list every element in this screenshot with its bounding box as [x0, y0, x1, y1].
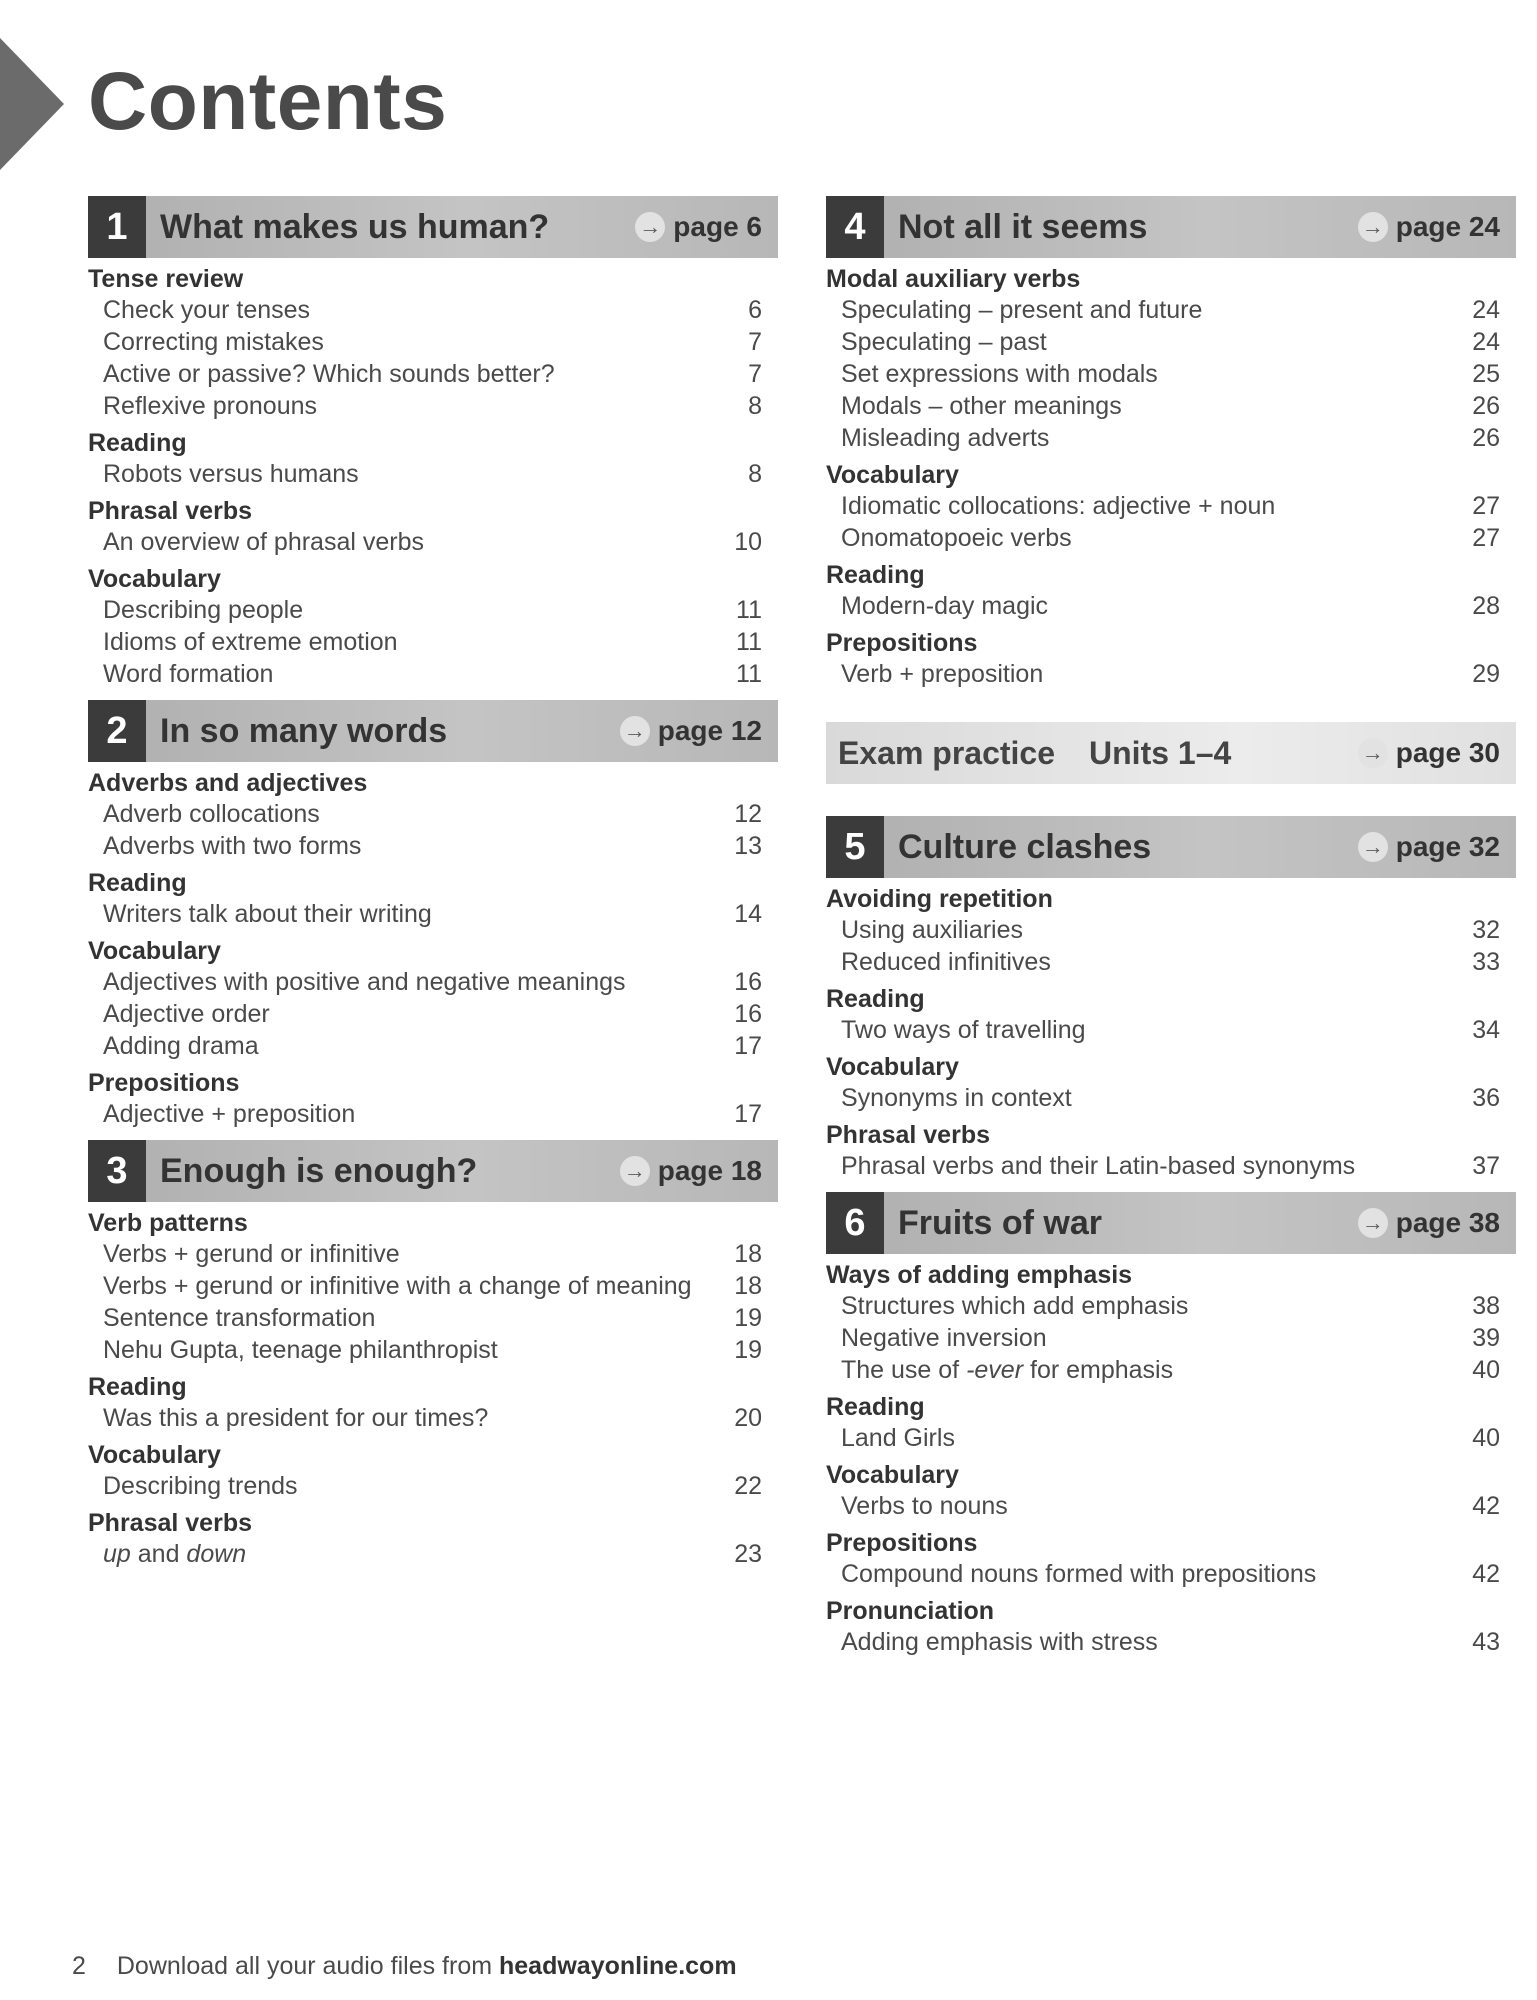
entry-label: Adverbs with two forms [103, 832, 362, 860]
entry-label: Adding emphasis with stress [841, 1628, 1158, 1656]
entry-page: 13 [734, 832, 762, 860]
unit-header[interactable] [826, 196, 1516, 258]
unit-3 [88, 1140, 778, 1570]
entry-page: 6 [748, 296, 762, 324]
section-heading: Reading [88, 869, 187, 897]
entry-page: 24 [1472, 328, 1500, 356]
toc-entry[interactable] [88, 1334, 778, 1366]
section-heading: Adverbs and adjectives [88, 769, 368, 797]
toc-entry[interactable] [88, 1470, 778, 1502]
entry-label: An overview of phrasal verbs [103, 528, 424, 556]
toc-entry[interactable] [88, 326, 778, 358]
unit-5 [826, 816, 1516, 1182]
entry-label: Phrasal verbs and their Latin-based synonyms [841, 1152, 1356, 1180]
arrow-right-circle-icon: → [1358, 832, 1388, 862]
section-heading: Reading [826, 985, 925, 1013]
toc-entry[interactable] [826, 914, 1516, 946]
entry-page: 11 [736, 660, 762, 688]
unit-number: 4 [826, 196, 884, 258]
unit-title: In so many words [160, 711, 448, 750]
entry-label: Two ways of travelling [841, 1016, 1086, 1044]
toc-entry[interactable] [826, 1014, 1516, 1046]
entry-page: 23 [734, 1540, 762, 1568]
section-heading: Modal auxiliary verbs [826, 265, 1081, 293]
toc-entry[interactable] [88, 898, 778, 930]
entry-page: 25 [1472, 360, 1500, 388]
section-heading: Reading [826, 561, 925, 589]
unit-title: Fruits of war [898, 1203, 1103, 1242]
entry-label: Verbs to nouns [841, 1492, 1008, 1520]
toc-entry[interactable] [88, 626, 778, 658]
section-heading: Prepositions [88, 1069, 240, 1097]
entry-label: Idioms of extreme emotion [103, 628, 398, 656]
section-heading: Verb patterns [88, 1209, 248, 1237]
toc-entry[interactable] [826, 522, 1516, 554]
entry-page: 16 [734, 1000, 762, 1028]
section-heading: Reading [88, 1373, 187, 1401]
entry-page: 38 [1472, 1292, 1500, 1320]
toc-entry[interactable] [826, 658, 1516, 690]
toc-entry[interactable] [88, 1302, 778, 1334]
entry-page: 7 [748, 360, 762, 388]
section-heading: Phrasal verbs [826, 1121, 990, 1149]
toc-entry[interactable] [826, 294, 1516, 326]
toc-entry[interactable] [88, 358, 778, 390]
entry-page: 42 [1472, 1560, 1500, 1588]
toc-entry[interactable] [88, 390, 778, 422]
toc-entry[interactable] [88, 830, 778, 862]
unit-page-label: page 6 [673, 211, 762, 242]
toc-entry[interactable] [88, 1098, 778, 1130]
entry-label: Using auxiliaries [841, 916, 1024, 944]
entry-page: 37 [1472, 1152, 1500, 1180]
entry-label: Speculating – present and future [841, 296, 1203, 324]
entry-label [826, 1354, 1173, 1386]
section-heading: Phrasal verbs [88, 1509, 252, 1537]
entry-page: 8 [748, 460, 762, 488]
unit-title: Culture clashes [898, 827, 1152, 866]
toc-entry[interactable] [826, 590, 1516, 622]
page-title: Contents [88, 56, 448, 147]
entry-label: Onomatopoeic verbs [841, 524, 1072, 552]
exam-practice-header[interactable] [826, 722, 1516, 784]
entry-page: 39 [1472, 1324, 1500, 1352]
entry-label: Verbs + gerund or infinitive [103, 1240, 400, 1268]
arrow-right-circle-icon: → [620, 1156, 650, 1186]
section-heading: Pronunciation [826, 1597, 995, 1625]
unit-title: Enough is enough? [160, 1151, 478, 1190]
entry-label-pre: The use of [841, 1356, 967, 1384]
section-heading: Vocabulary [88, 565, 221, 593]
section-heading: Vocabulary [88, 937, 221, 965]
entry-label: Describing trends [103, 1472, 298, 1500]
toc-entry[interactable] [88, 1030, 778, 1062]
footer-text: Download all your audio files from [116, 1952, 493, 1980]
entry-label: Misleading adverts [841, 424, 1050, 452]
entry-page: 27 [1472, 492, 1500, 520]
unit-header[interactable] [826, 816, 1516, 878]
arrow-right-circle-icon: → [635, 212, 665, 242]
unit-header[interactable] [88, 1140, 778, 1202]
unit-1 [88, 196, 778, 690]
entry-label: Modern-day magic [841, 592, 1049, 620]
toc-entry[interactable] [826, 1150, 1516, 1182]
entry-label: Synonyms in context [841, 1084, 1072, 1112]
arrow-right-circle-icon: → [620, 716, 650, 746]
unit-4 [826, 196, 1516, 690]
unit-page-link[interactable] [1358, 831, 1516, 863]
entry-label: Adding drama [103, 1032, 259, 1060]
unit-page-link[interactable] [635, 211, 778, 243]
entry-label: Sentence transformation [103, 1304, 376, 1332]
unit-page-link[interactable] [1358, 211, 1516, 243]
section-heading: Reading [88, 429, 187, 457]
entry-label: Verbs + gerund or infinitive with a change of meaning [103, 1272, 692, 1300]
toc-entry[interactable] [88, 966, 778, 998]
unit-number: 1 [88, 196, 146, 258]
entry-page: 19 [734, 1336, 762, 1364]
exam-page-label: page 30 [1395, 737, 1500, 768]
entry-label-post: for emphasis [1023, 1356, 1174, 1384]
entry-page: 28 [1472, 592, 1500, 620]
entry-label: Set expressions with modals [841, 360, 1158, 388]
section-heading: Phrasal verbs [88, 497, 252, 525]
entry-page: 18 [734, 1272, 762, 1300]
entry-page: 29 [1472, 660, 1500, 688]
entry-page: 16 [734, 968, 762, 996]
unit-page-label: page 38 [1395, 1207, 1500, 1238]
toc-entry[interactable] [826, 390, 1516, 422]
toc-entry[interactable] [826, 490, 1516, 522]
toc-entry[interactable] [826, 1082, 1516, 1114]
toc-entry[interactable] [88, 1270, 778, 1302]
section-heading: Vocabulary [826, 461, 959, 489]
entry-label: Structures which add emphasis [841, 1292, 1189, 1320]
unit-2 [88, 700, 778, 1130]
toc-entry[interactable] [826, 1290, 1516, 1322]
unit-header[interactable] [88, 700, 778, 762]
entry-page: 24 [1472, 296, 1500, 324]
entry-page: 42 [1472, 1492, 1500, 1520]
toc-entry[interactable] [826, 1490, 1516, 1522]
entry-label: Word formation [103, 660, 274, 688]
entry-label: Adjectives with positive and negative meanings [103, 968, 626, 996]
entry-label-italic: -ever [966, 1356, 1024, 1384]
exam-practice-units: Units 1–4 [1089, 734, 1232, 771]
exam-page-link[interactable] [1358, 737, 1516, 769]
toc-entry[interactable] [88, 594, 778, 626]
entry-label: Writers talk about their writing [103, 900, 432, 928]
toc-entry[interactable] [88, 1402, 778, 1434]
entry-page: 18 [734, 1240, 762, 1268]
page-footer [72, 1952, 737, 1981]
toc-entry[interactable] [826, 1322, 1516, 1354]
entry-page: 36 [1472, 1084, 1500, 1112]
entry-page: 19 [734, 1304, 762, 1332]
toc-entry[interactable] [826, 1626, 1516, 1658]
entry-label: Describing people [103, 596, 304, 624]
section-heading: Vocabulary [88, 1441, 221, 1469]
toc-entry[interactable] [88, 526, 778, 558]
entry-label: Adjective + preposition [103, 1100, 356, 1128]
section-heading: Reading [826, 1393, 925, 1421]
entry-label: Check your tenses [103, 296, 311, 324]
entry-label-italic: up [103, 1540, 131, 1568]
entry-page: 27 [1472, 524, 1500, 552]
entry-label: Modals – other meanings [841, 392, 1122, 420]
entry-label: Negative inversion [841, 1324, 1047, 1352]
entry-page: 43 [1472, 1628, 1500, 1656]
toc-entry[interactable] [88, 1238, 778, 1270]
entry-label: Compound nouns formed with prepositions [841, 1560, 1317, 1588]
unit-page-label: page 32 [1395, 831, 1500, 862]
entry-page: 34 [1472, 1016, 1500, 1044]
entry-page: 26 [1472, 424, 1500, 452]
toc-entry[interactable] [88, 658, 778, 690]
entry-label: Nehu Gupta, teenage philanthropist [103, 1336, 498, 1364]
toc-entry[interactable] [826, 946, 1516, 978]
toc-entry[interactable] [826, 422, 1516, 454]
unit-page-label: page 12 [657, 715, 762, 746]
entry-label: Idiomatic collocations: adjective + noun [841, 492, 1276, 520]
entry-page: 32 [1472, 916, 1500, 944]
section-heading: Vocabulary [826, 1461, 959, 1489]
toc-entry[interactable] [88, 294, 778, 326]
section-heading: Vocabulary [826, 1053, 959, 1081]
entry-page: 17 [734, 1032, 762, 1060]
contents-column-right [826, 196, 1516, 1668]
entry-label: Correcting mistakes [103, 328, 324, 356]
entry-label: Active or passive? Which sounds better? [103, 360, 555, 388]
section-heading: Prepositions [826, 1529, 978, 1557]
toc-entry[interactable] [826, 326, 1516, 358]
toc-entry[interactable] [88, 1538, 778, 1570]
entry-page: 10 [734, 528, 762, 556]
arrow-right-circle-icon: → [1358, 1208, 1388, 1238]
page-corner-arrow [0, 38, 64, 170]
unit-number: 5 [826, 816, 884, 878]
footer-site-link[interactable]: headwayonline.com [499, 1952, 737, 1980]
entry-page: 40 [1472, 1424, 1500, 1452]
entry-label: Adjective order [103, 1000, 270, 1028]
unit-page-label: page 18 [657, 1155, 762, 1186]
toc-entry[interactable] [826, 1354, 1516, 1386]
entry-label: Verb + preposition [841, 660, 1044, 688]
toc-entry[interactable] [88, 458, 778, 490]
unit-header[interactable] [826, 1192, 1516, 1254]
toc-entry[interactable] [826, 1558, 1516, 1590]
unit-header[interactable] [88, 196, 778, 258]
unit-6 [826, 1192, 1516, 1658]
toc-entry[interactable] [88, 998, 778, 1030]
arrow-right-circle-icon: → [1358, 212, 1388, 242]
unit-page-link[interactable] [620, 715, 778, 747]
entry-label-italic: down [186, 1540, 247, 1568]
entry-label-conj: and [130, 1540, 187, 1568]
entry-page: 11 [736, 628, 762, 656]
unit-number: 6 [826, 1192, 884, 1254]
entry-label: Speculating – past [841, 328, 1047, 356]
entry-page: 22 [734, 1472, 762, 1500]
entry-label: Reduced infinitives [841, 948, 1051, 976]
entry-label: Reflexive pronouns [103, 392, 318, 420]
unit-page-link[interactable] [1358, 1207, 1516, 1239]
entry-label: Land Girls [841, 1424, 955, 1452]
exam-practice-title: Exam practice [838, 734, 1056, 771]
entry-label: Adverb collocations [103, 800, 320, 828]
unit-number: 3 [88, 1140, 146, 1202]
entry-page: 7 [748, 328, 762, 356]
unit-page-link[interactable] [620, 1155, 778, 1187]
entry-page: 17 [734, 1100, 762, 1128]
footer-page-number: 2 [72, 1952, 86, 1980]
unit-page-label: page 24 [1395, 211, 1500, 242]
unit-number: 2 [88, 700, 146, 762]
contents-column-left [88, 196, 778, 1580]
entry-page: 14 [734, 900, 762, 928]
toc-entry[interactable] [826, 1422, 1516, 1454]
entry-page: 33 [1472, 948, 1500, 976]
entry-page: 26 [1472, 392, 1500, 420]
entry-page: 20 [734, 1404, 762, 1432]
arrow-right-circle-icon: → [1358, 738, 1388, 768]
unit-title: Not all it seems [898, 207, 1148, 246]
entry-page: 8 [748, 392, 762, 420]
section-heading: Tense review [88, 265, 244, 293]
section-heading: Avoiding repetition [826, 885, 1053, 913]
unit-title: What makes us human? [160, 207, 550, 246]
section-heading: Prepositions [826, 629, 978, 657]
entry-page: 11 [736, 596, 762, 624]
entry-label: Was this a president for our times? [103, 1404, 489, 1432]
toc-entry[interactable] [826, 358, 1516, 390]
entry-label: Robots versus humans [103, 460, 359, 488]
entry-page: 40 [1472, 1356, 1500, 1384]
section-heading: Ways of adding emphasis [826, 1261, 1133, 1289]
entry-label [88, 1538, 246, 1570]
entry-page: 12 [734, 800, 762, 828]
toc-entry[interactable] [88, 798, 778, 830]
